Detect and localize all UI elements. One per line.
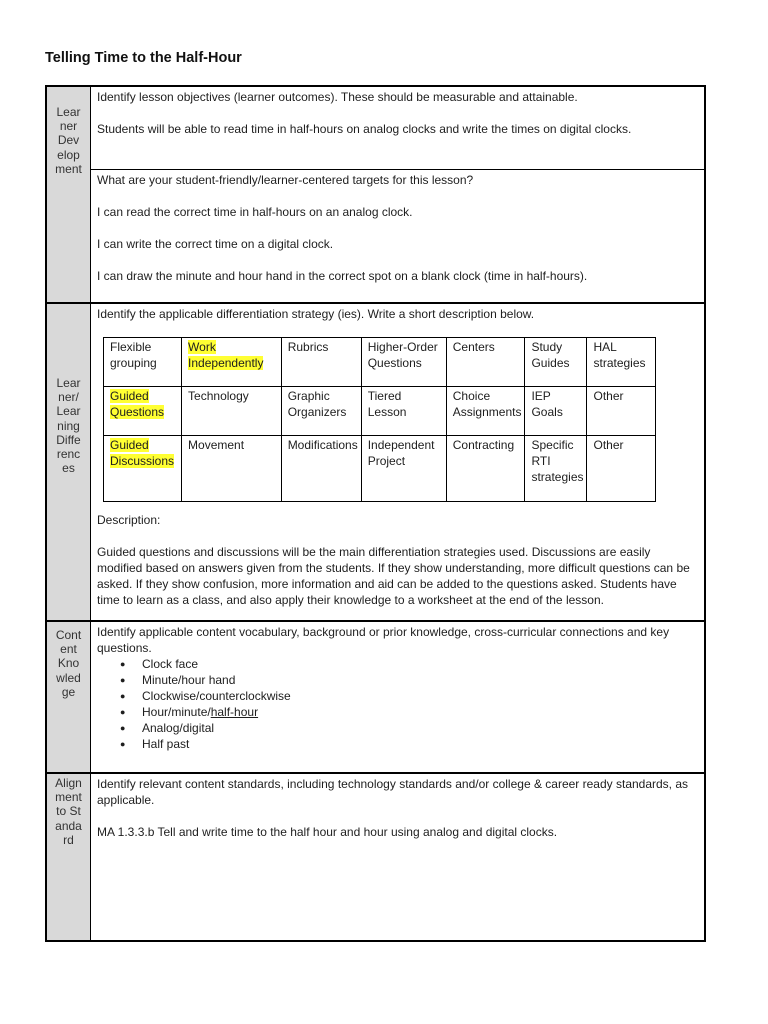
- strategy-cell: Other: [587, 436, 656, 502]
- strategy-cell: Choice Assignments: [446, 387, 525, 436]
- objectives-prompt: Identify lesson objectives (learner outcomes). These should be measurable and attainable.: [97, 90, 578, 104]
- learner-differences-section: [47, 302, 704, 620]
- vocab-item: ● Minute/hour hand: [142, 672, 698, 688]
- strategy-cell: Flexible grouping: [104, 338, 182, 387]
- strategy-cell: HAL strategies: [587, 338, 656, 387]
- strategy-cell: Modifications: [281, 436, 361, 502]
- alignment-prompt: Identify relevant content standards, including technology standards and/or college & career ready standards, as applicable.: [97, 777, 689, 807]
- differentiation-prompt: Identify the applicable differentiation strategy (ies). Write a short description below.: [97, 307, 535, 321]
- vocab-item: ● Analog/digital: [142, 720, 698, 736]
- strategy-cell: Study Guides: [525, 338, 587, 387]
- differentiation-strategy-table: [103, 337, 656, 502]
- vocab-item: ● Hour/minute/half-hour: [142, 704, 698, 720]
- targets-prompt: What are your student-friendly/learner-centered targets for this lesson?: [97, 173, 474, 187]
- vocab-item: ● Clock face: [142, 656, 698, 672]
- differentiation-cell: [91, 304, 704, 620]
- strategy-cell: Other: [587, 387, 656, 436]
- standard-text: MA 1.3.3.b Tell and write time to the half hour and hour using analog and digital clocks.: [97, 825, 558, 839]
- learner-differences-label: Learner/Learning Differences: [47, 304, 91, 620]
- content-knowledge-cell: [91, 622, 704, 756]
- document-title: Telling Time to the Half-Hour: [45, 50, 242, 66]
- strategy-cell: Contracting: [446, 436, 525, 502]
- objectives-text: Students will be able to read time in half-hours on analog clocks and write the times on digital clocks.: [97, 122, 632, 136]
- strategy-cell: Independent Project: [361, 436, 446, 502]
- strategy-cell: Technology: [182, 387, 282, 436]
- learner-development-section: [47, 87, 704, 302]
- strategy-cell: Specific RTI strategies: [525, 436, 587, 502]
- alignment-section: [47, 772, 704, 940]
- strategy-cell: Tiered Lesson: [361, 387, 446, 436]
- strategy-cell: Movement: [182, 436, 282, 502]
- strategy-cell: Centers: [446, 338, 525, 387]
- content-knowledge-prompt: Identify applicable content vocabulary, background or prior knowledge, cross-curricular connections and key questions.: [97, 625, 670, 655]
- target-item: I can write the correct time on a digital clock.: [97, 237, 334, 251]
- alignment-label: Alignment to Standard: [47, 774, 91, 940]
- lesson-plan-table: [45, 85, 706, 942]
- strategy-cell: Higher-Order Questions: [361, 338, 446, 387]
- vocab-item: ● Half past: [142, 736, 698, 752]
- strategy-cell: Guided Questions: [104, 387, 182, 436]
- description-text: Guided questions and discussions will be the main differentiation strategies used. Discussions are easily modified based on answers given from the students. If they show understanding, more difficult questions can be asked. If they show confusion, more information and aid can be added to the questions asked. Students have time to learn as a class, and also apply their knowledge to a worksheet at the end of the lesson.: [97, 545, 690, 607]
- target-item: I can read the correct time in half-hours on an analog clock.: [97, 205, 413, 219]
- vocab-item: ● Clockwise/counterclockwise: [142, 688, 698, 704]
- strategy-cell: Guided Discussions: [104, 436, 182, 502]
- objectives-cell: [91, 87, 704, 169]
- strategy-cell: IEP Goals: [525, 387, 587, 436]
- content-knowledge-section: [47, 620, 704, 772]
- target-item: I can draw the minute and hour hand in the correct spot on a blank clock (time in half-hours).: [97, 269, 588, 283]
- vocabulary-list: [97, 656, 698, 752]
- strategy-cell: Graphic Organizers: [281, 387, 361, 436]
- strategy-cell: Work Independently: [182, 338, 282, 387]
- description-label: Description:: [97, 513, 161, 527]
- content-knowledge-label: Content Knowledge: [47, 622, 91, 772]
- learner-development-label: Learner Development: [47, 87, 91, 302]
- strategy-cell: Rubrics: [281, 338, 361, 387]
- alignment-cell: [91, 774, 704, 844]
- targets-cell: [91, 169, 704, 288]
